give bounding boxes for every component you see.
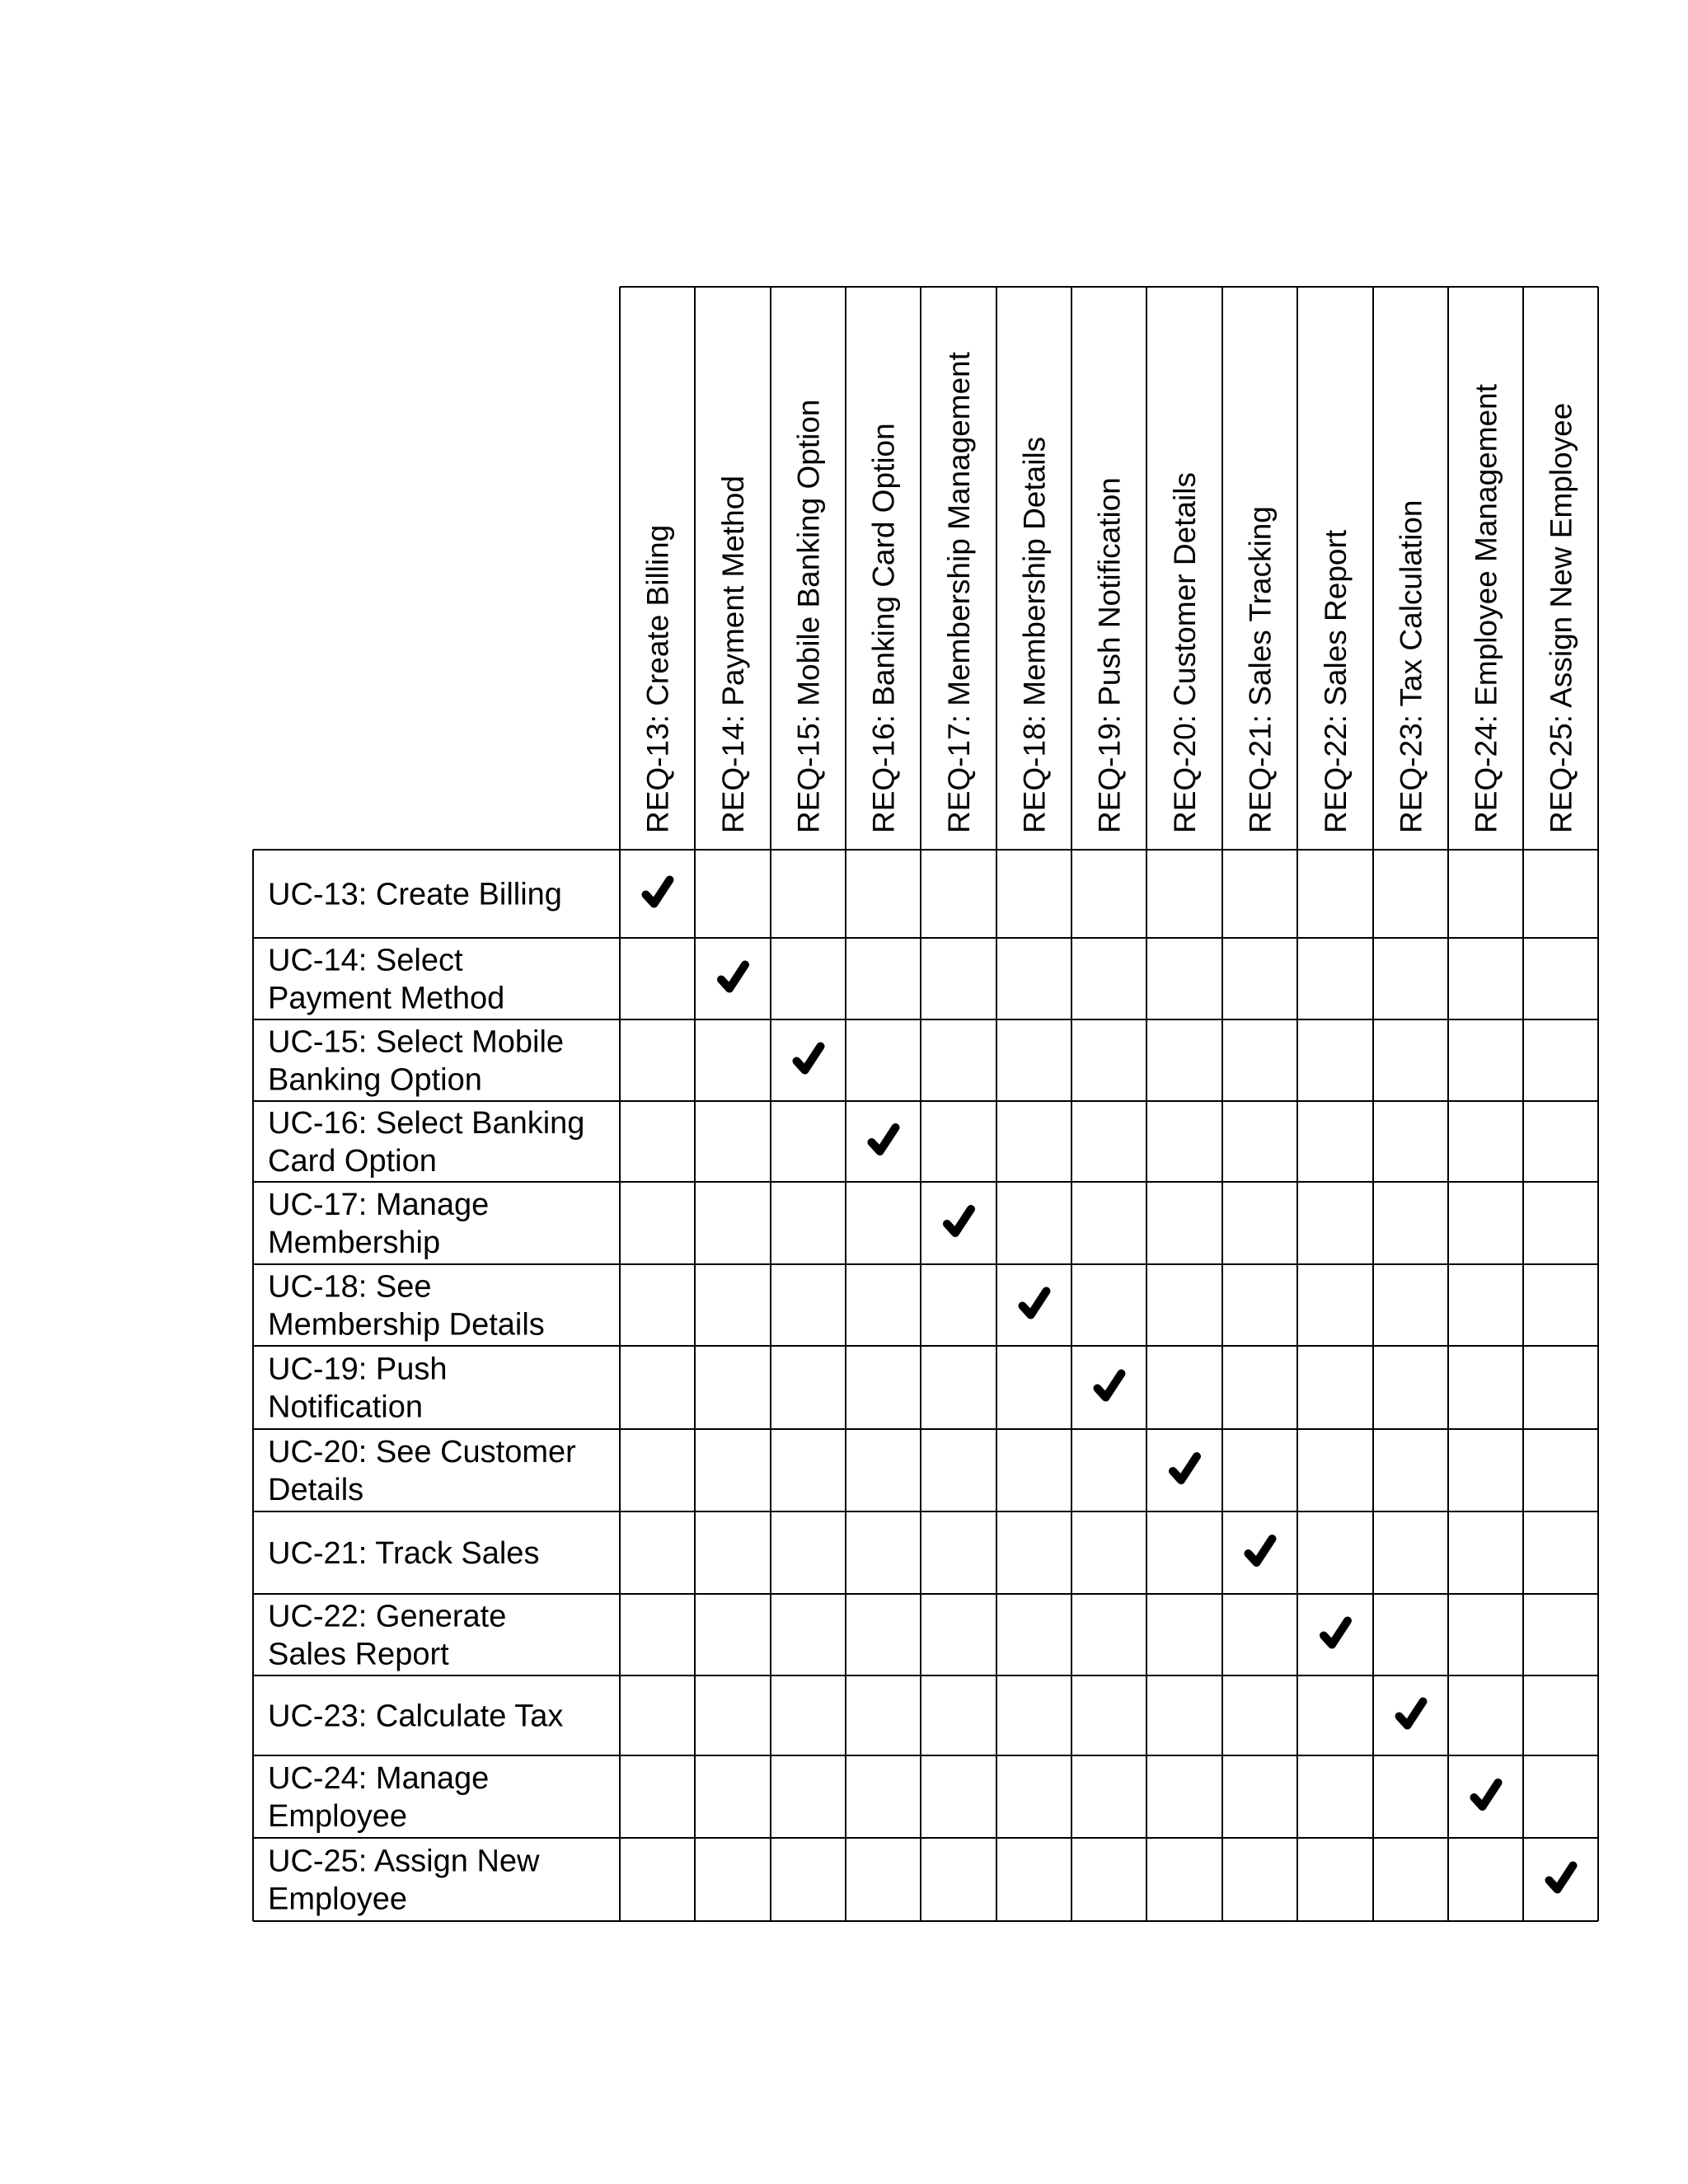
requirement-header: REQ-19: Push Notification xyxy=(1092,477,1127,833)
check-mark-icon xyxy=(1550,1866,1573,1890)
check-mark-icon xyxy=(872,1127,896,1151)
use-case-rows xyxy=(268,878,584,1917)
use-case-label-line: UC-21: Track Sales xyxy=(268,1536,540,1571)
check-mark-icon xyxy=(721,965,745,989)
check-mark-icon xyxy=(1475,1783,1498,1807)
use-case-label-line: Payment Method xyxy=(268,981,505,1016)
use-case-label-line: UC-15: Select Mobile xyxy=(268,1024,565,1060)
use-case-label xyxy=(268,1435,576,1507)
requirement-header: REQ-15: Mobile Banking Option xyxy=(791,399,826,833)
use-case-label-line: UC-13: Create Billing xyxy=(268,877,562,912)
use-case-label-line: UC-16: Select Banking xyxy=(268,1106,585,1141)
use-case-label-line: Membership Details xyxy=(268,1307,545,1343)
use-case-label-line: Notification xyxy=(268,1390,423,1425)
use-case-label-line: Employee xyxy=(268,1799,407,1834)
requirement-header: REQ-14: Payment Method xyxy=(716,476,750,833)
use-case-label-line: Details xyxy=(268,1473,364,1507)
use-case-label xyxy=(268,1761,489,1834)
use-case-label-line: UC-22: Generate xyxy=(268,1599,507,1634)
use-case-label xyxy=(268,1699,563,1734)
use-case-label-line: Membership xyxy=(268,1226,441,1260)
check-mark-icon xyxy=(797,1047,821,1071)
use-case-label xyxy=(268,1536,539,1571)
check-mark-icon xyxy=(1023,1291,1047,1315)
use-case-label xyxy=(268,1270,545,1343)
requirement-headers xyxy=(641,351,1578,833)
use-case-label-line: Card Option xyxy=(268,1144,437,1179)
use-case-label-line: UC-24: Manage xyxy=(268,1761,490,1796)
use-case-label xyxy=(268,944,504,1016)
requirement-header: REQ-22: Sales Report xyxy=(1319,529,1353,833)
check-mark-icon xyxy=(947,1209,971,1233)
check-mark-icon xyxy=(646,880,670,904)
use-case-label-line: UC-20: See Customer xyxy=(268,1435,576,1469)
requirement-header: REQ-17: Membership Management xyxy=(942,351,976,833)
check-marks xyxy=(646,880,1573,1890)
use-case-label xyxy=(268,1106,584,1179)
use-case-label-line: UC-23: Calculate Tax xyxy=(268,1699,564,1734)
use-case-label-line: UC-19: Push xyxy=(268,1352,448,1387)
use-case-label xyxy=(268,1188,489,1260)
use-case-label xyxy=(268,1600,506,1672)
requirement-header: REQ-20: Customer Details xyxy=(1168,472,1202,833)
requirement-header: REQ-13: Create Billing xyxy=(640,524,675,833)
requirement-header: REQ-23: Tax Calculation xyxy=(1394,499,1428,833)
use-case-label xyxy=(268,1844,540,1917)
requirement-header: REQ-16: Banking Card Option xyxy=(866,423,901,833)
use-case-label-line: Banking Option xyxy=(268,1062,482,1098)
use-case-label-line: UC-14: Select xyxy=(268,943,463,978)
requirement-header: REQ-25: Assign New Employee xyxy=(1544,402,1578,833)
requirement-header: REQ-18: Membership Details xyxy=(1017,436,1052,833)
check-mark-icon xyxy=(1400,1702,1423,1726)
check-mark-icon xyxy=(1249,1539,1273,1563)
use-case-label-line: UC-17: Manage xyxy=(268,1188,490,1222)
requirement-header: REQ-21: Sales Tracking xyxy=(1243,506,1278,833)
use-case-label-line: Sales Report xyxy=(268,1637,449,1672)
use-case-label-line: Employee xyxy=(268,1882,407,1917)
requirement-header: REQ-24: Employee Management xyxy=(1469,384,1503,833)
use-case-label-line: UC-18: See xyxy=(268,1269,432,1305)
check-mark-icon xyxy=(1173,1456,1197,1480)
use-case-label xyxy=(268,1352,448,1425)
check-mark-icon xyxy=(1324,1621,1348,1645)
use-case-label xyxy=(268,1025,564,1098)
check-mark-icon xyxy=(1098,1374,1122,1398)
use-case-label-line: UC-25: Assign New xyxy=(268,1844,540,1879)
use-case-label xyxy=(268,878,562,912)
